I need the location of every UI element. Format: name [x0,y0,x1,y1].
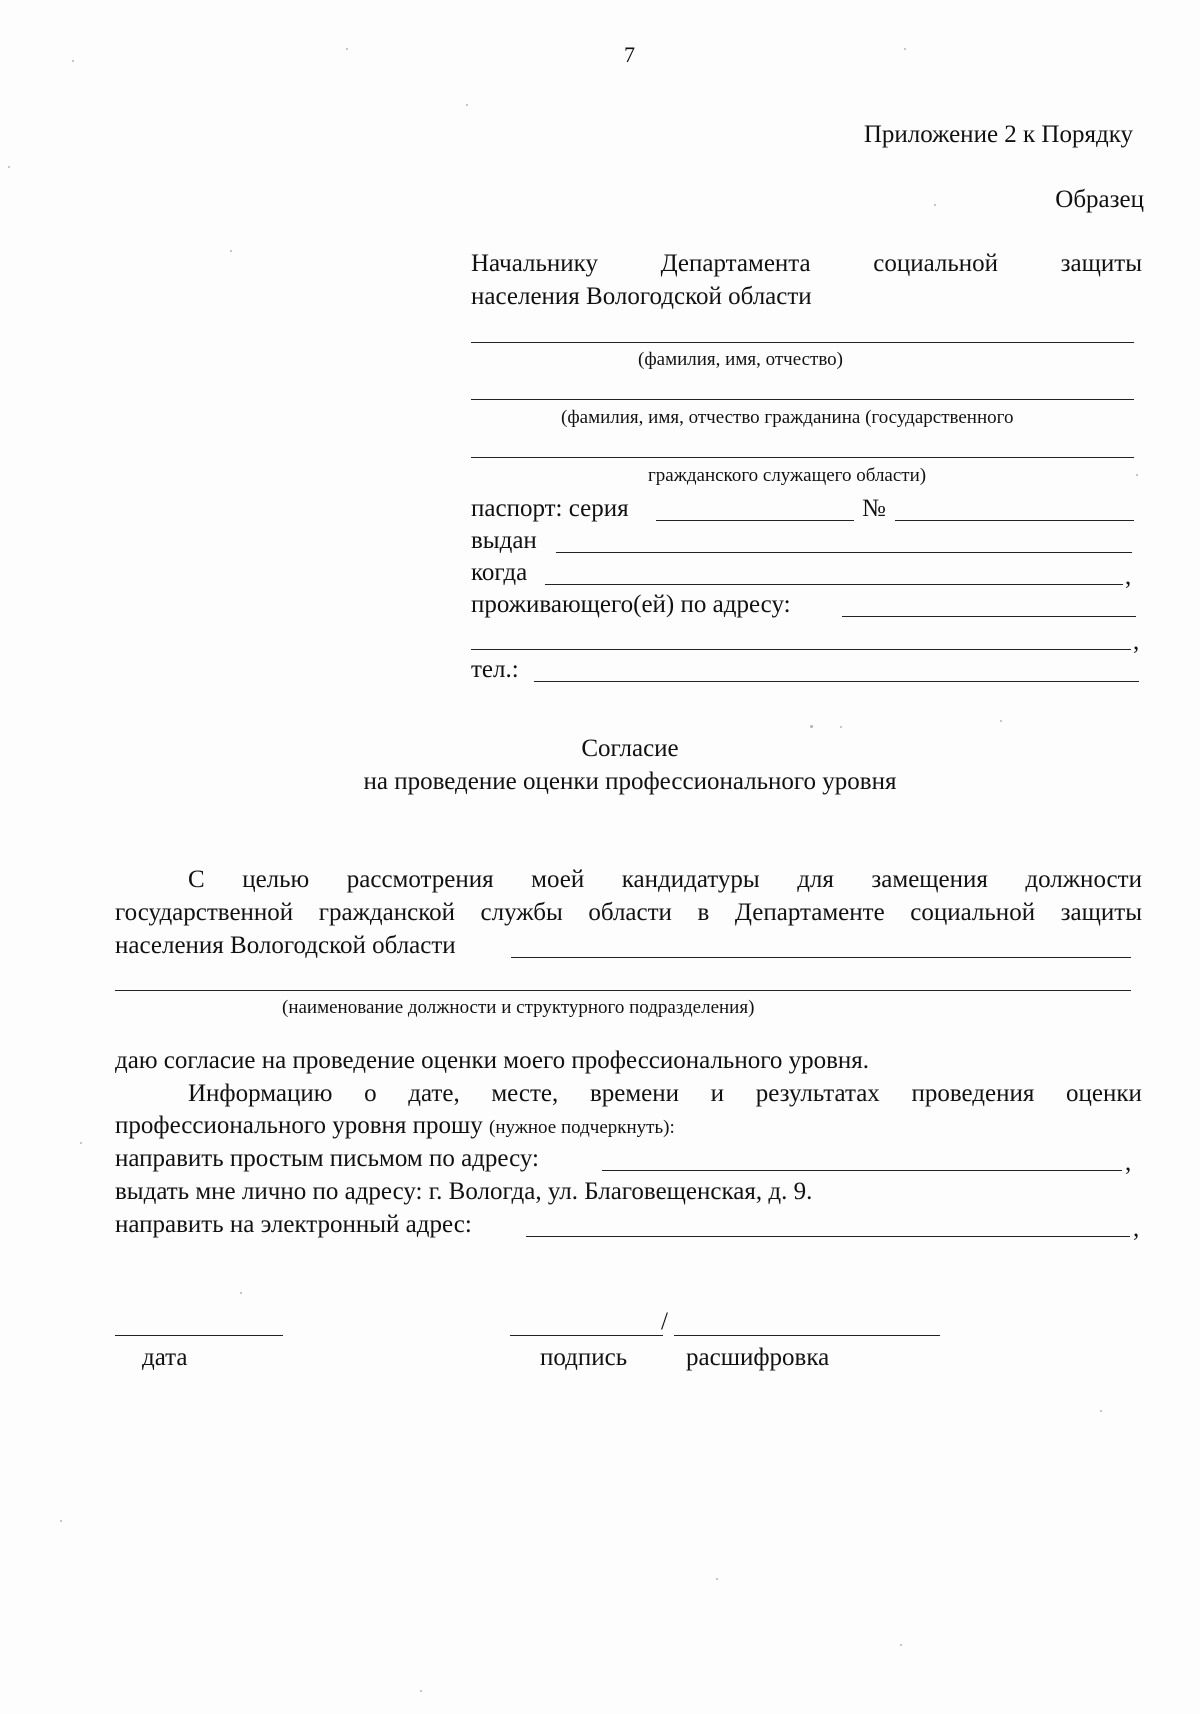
issued-when-label: когда [471,559,528,586]
passport-number-label: № [862,495,886,522]
scan-speck [1100,1410,1102,1412]
comma: , [1125,563,1132,590]
decoding-field[interactable] [674,1335,940,1336]
address-field-2[interactable] [471,649,1131,650]
scan-speck [1136,474,1138,476]
para-word: проведения [911,1080,1035,1107]
para1-line-1 [188,867,1142,892]
passport-series-label: паспорт: серия [471,495,629,522]
para-word: Информацию [188,1080,333,1107]
caption-citizen-fio-1: (фамилия, имя, отчество гражданина (государственного [561,407,1014,428]
head-name-field[interactable] [471,342,1134,343]
para2-line-1 [188,1081,1142,1106]
para-word: и [710,1080,725,1107]
comma: , [1133,628,1140,655]
para2-line-2 [115,1113,675,1138]
citizen-name-field-2[interactable] [471,457,1134,458]
para-word: оценки [1066,1080,1142,1107]
document-title: Согласие [581,735,679,762]
para-word: кандидатуры [621,866,760,893]
scan-speck [72,60,74,62]
option-mail-label: направить простым письмом по адресу: [115,1145,539,1172]
scan-speck [420,1690,422,1692]
para-word: времени [589,1080,680,1107]
option-in-person: выдать мне лично по адресу: г. Вологда, ул. Благовещенская, д. 9. [115,1178,813,1205]
addressee-word: Департамента [660,250,811,277]
comma: , [1133,1215,1140,1242]
appendix-label: Приложение 2 к Порядку [863,121,1133,148]
document-subtitle: на проведение оценки профессионального уровня [363,768,897,795]
scan-speck [934,204,936,206]
scan-speck [60,1520,62,1522]
decoding-caption: расшифровка [686,1344,830,1371]
citizen-name-field-1[interactable] [471,399,1134,400]
phone-field[interactable] [534,681,1139,682]
passport-series-field[interactable] [656,520,854,521]
position-field-1[interactable] [511,957,1131,958]
scan-speck [810,725,813,728]
para1-line-3: населения Вологодской области [115,932,456,959]
para-word: замещения [871,866,988,893]
issued-by-field[interactable] [556,552,1132,553]
scan-speck [8,166,10,168]
para-word: месте, [491,1080,559,1107]
option-email-label: направить на электронный адрес: [115,1211,472,1238]
scan-speck [240,1292,242,1294]
issued-when-field[interactable] [545,584,1123,585]
consent-line: даю согласие на проведение оценки моего профессионального уровня. [115,1047,870,1074]
scan-speck [230,250,232,252]
date-field[interactable] [115,1335,283,1336]
position-field-2[interactable] [115,990,1131,991]
para-word: дате, [408,1080,460,1107]
para-word: результатах [755,1080,880,1107]
scan-speck [466,104,468,106]
addressee-word: социальной [873,250,999,277]
phone-label: тел.: [471,656,519,683]
scan-speck [716,1578,718,1580]
scan-speck [346,48,348,50]
para-word: о [364,1080,377,1107]
scan-speck [1000,720,1002,722]
scan-speck [80,1142,82,1144]
scan-speck [840,726,842,728]
passport-number-field[interactable] [895,520,1134,521]
scan-speck [904,48,906,50]
para2-line-2-main: профессионального уровня прошу [115,1112,483,1139]
issued-by-label: выдан [471,527,537,554]
addressee-word: Начальнику [471,250,598,277]
para-word: моей [531,866,585,893]
email-field[interactable] [526,1236,1130,1237]
para-word: рассмотрения [346,866,494,893]
page-number: 7 [624,42,635,67]
mail-address-field[interactable] [602,1170,1122,1171]
signature-caption: подпись [540,1344,628,1371]
signature-slash: / [661,1308,668,1335]
caption-head-fio: (фамилия, имя, отчество) [638,349,844,370]
para-word: для [797,866,834,893]
addressee-line-2: населения Вологодской области [471,283,812,310]
address-field-1[interactable] [842,616,1136,617]
residing-label: проживающего(ей) по адресу: [471,591,791,618]
para1-line-2: государственной гражданской службы области в Департаменте социальной защиты [115,899,1142,926]
para2-line-2-note: (нужное подчеркнуть): [489,1117,675,1138]
sample-label: Образец [1055,186,1144,213]
para-word: целью [242,866,310,893]
signature-field[interactable] [510,1335,663,1336]
addressee-line-1 [471,251,1142,276]
para-word: С [188,866,205,893]
position-caption: (наименование должности и структурного подразделения) [282,997,755,1018]
addressee-word: защиты [1060,250,1142,277]
para-word: должности [1025,866,1142,893]
date-caption: дата [142,1344,188,1371]
comma: , [1125,1149,1132,1176]
scan-speck [900,1644,902,1646]
caption-citizen-fio-2: гражданского служащего области) [648,465,927,486]
